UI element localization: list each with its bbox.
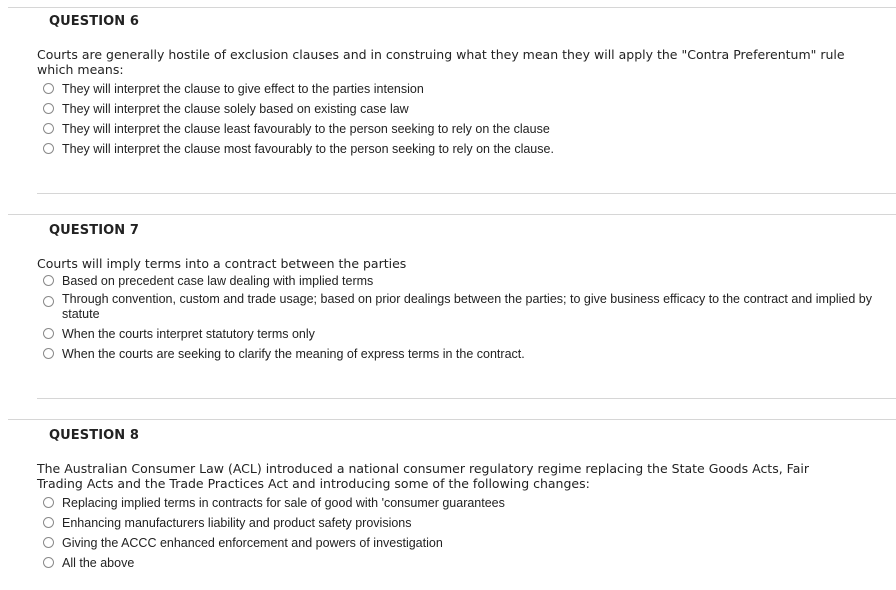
option-label[interactable]: All the above (62, 556, 135, 570)
question-7-option-2[interactable] (43, 292, 883, 322)
option-label[interactable]: They will interpret the clause to give effect to the parties intension (62, 82, 424, 96)
question-7-option-4[interactable] (43, 347, 883, 362)
radio-button[interactable] (43, 296, 54, 307)
radio-button[interactable] (43, 537, 54, 548)
question-6-option-1[interactable] (43, 82, 883, 97)
option-label[interactable]: When the courts interpret statutory terms only (62, 327, 315, 341)
option-label[interactable]: They will interpret the clause solely based on existing case law (62, 102, 409, 116)
question-7-bottom-divider (37, 398, 896, 399)
question-7-option-1[interactable] (43, 274, 883, 289)
option-label[interactable]: They will interpret the clause most favourably to the person seeking to rely on the clause. (62, 142, 554, 156)
question-8-top-divider (8, 419, 896, 420)
question-8-option-3[interactable] (43, 536, 883, 551)
option-label[interactable]: They will interpret the clause least favourably to the person seeking to rely on the clause (62, 122, 550, 136)
option-label[interactable]: Replacing implied terms in contracts for sale of good with 'consumer guarantees (62, 496, 505, 510)
radio-button[interactable] (43, 328, 54, 339)
radio-button[interactable] (43, 497, 54, 508)
question-6-bottom-divider (37, 193, 896, 194)
radio-button[interactable] (43, 557, 54, 568)
question-6-top-divider (8, 7, 896, 8)
question-7-option-3[interactable] (43, 327, 883, 342)
radio-button[interactable] (43, 83, 54, 94)
option-label[interactable]: Based on precedent case law dealing with implied terms (62, 274, 374, 288)
question-8-option-1[interactable] (43, 496, 883, 511)
question-8-text: The Australian Consumer Law (ACL) introduced a national consumer regulatory regime replacing the State Goods Acts, Fair Trading Acts and the Trade Practices Act and introducing some of the following changes: (37, 461, 809, 491)
option-label[interactable]: Through convention, custom and trade usage; based on prior dealings between the parties; to give business efficacy to the contract and implied by statute (62, 292, 872, 321)
question-6-option-3[interactable] (43, 122, 883, 137)
radio-button[interactable] (43, 103, 54, 114)
question-7-top-divider (8, 214, 896, 215)
question-6-option-2[interactable] (43, 102, 883, 117)
radio-button[interactable] (43, 517, 54, 528)
radio-button[interactable] (43, 348, 54, 359)
question-6-option-4[interactable] (43, 142, 883, 157)
question-7-text: Courts will imply terms into a contract between the parties (37, 256, 407, 271)
question-8-option-4[interactable] (43, 556, 883, 571)
question-6-text: Courts are generally hostile of exclusion clauses and in construing what they mean they will apply the "Contra Preferentum" rule which means: (37, 47, 845, 77)
radio-button[interactable] (43, 123, 54, 134)
question-7-title: QUESTION 7 (49, 223, 140, 238)
option-label[interactable]: When the courts are seeking to clarify the meaning of express terms in the contract. (62, 347, 525, 361)
option-label[interactable]: Giving the ACCC enhanced enforcement and powers of investigation (62, 536, 443, 550)
question-8-option-2[interactable] (43, 516, 883, 531)
option-label[interactable]: Enhancing manufacturers liability and product safety provisions (62, 516, 412, 530)
radio-button[interactable] (43, 275, 54, 286)
question-8-title: QUESTION 8 (49, 428, 140, 443)
question-6-title: QUESTION 6 (49, 14, 140, 29)
radio-button[interactable] (43, 143, 54, 154)
